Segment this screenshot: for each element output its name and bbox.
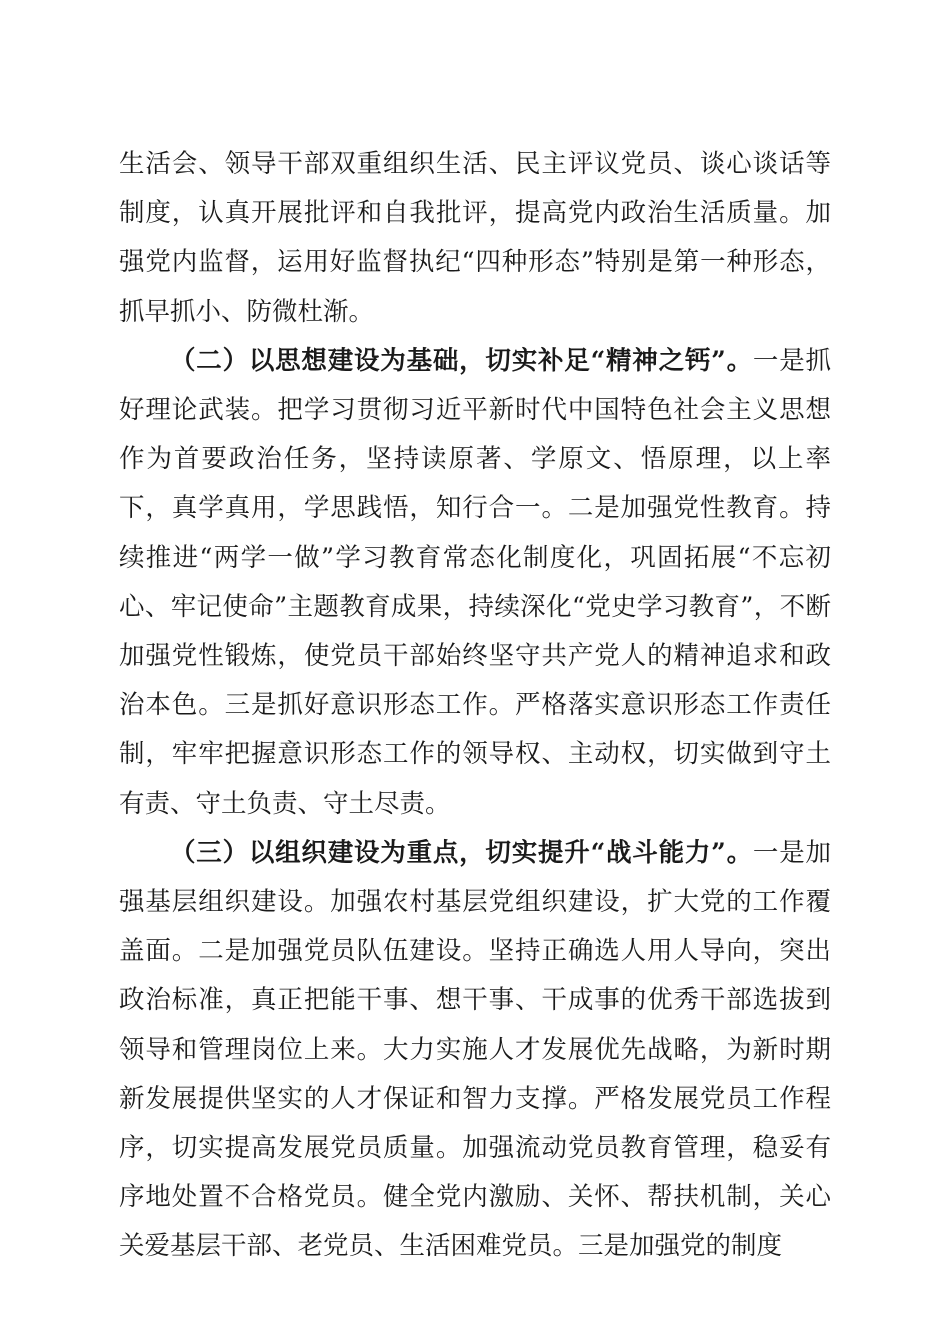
section-heading-3: （三）以组织建设为重点，切实提升“战斗能力”。 bbox=[170, 837, 753, 868]
paragraph-text: 一是加强基层组织建设。加强农村基层党组织建设，扩大党的工作覆盖面。二是加强党员队伍建设。坚持正确选人用人导向，突出政治标准，真正把能干事、想干事、干成事的优秀干部选拔到领导和管理岗位上来。大力实施人才发展优先战略，为新时期新发展提供坚实的人才保证和智力支撑。严格发展党员工作程序，切实提高发展党员质量。加强流动党员教育管理，稳妥有序地处置不合格党员。健全党内激励、关怀、帮扶机制，关心关爱基层干部、老党员、生活困难党员。三是加强党的制度 bbox=[119, 837, 831, 1262]
body-text bbox=[119, 140, 831, 1272]
paragraph-continuation bbox=[119, 140, 831, 337]
paragraph-text: 一是抓好理论武装。把学习贯彻习近平新时代中国特色社会主义思想作为首要政治任务，坚持读原著、学原文、悟原理，以上率下，真学真用，学思践悟，知行合一。二是加强党性教育。持续推进“两学一做”学习教育常态化制度化，巩固拓展“不忘初心、牢记使命”主题教育成果，持续深化“党史学习教育”，不断加强党性锻炼，使党员干部始终坚守共产党人的精神追求和政治本色。三是抓好意识形态工作。严格落实意识形态工作责任制，牢牢把握意识形态工作的领导权、主动权，切实做到守土有责、守土负责、守土尽责。 bbox=[119, 345, 831, 819]
paragraph-organizational-building bbox=[119, 829, 831, 1272]
paragraph-text: 生活会、领导干部双重组织生活、民主评议党员、谈心谈话等制度，认真开展批评和自我批评，提高党内政治生活质量。加强党内监督，运用好监督执纪“四种形态”特别是第一种形态，抓早抓小、防微杜渐。 bbox=[119, 149, 831, 327]
paragraph-ideological-building bbox=[119, 337, 831, 829]
section-heading-2: （二）以思想建设为基础，切实补足“精神之钙”。 bbox=[170, 345, 753, 376]
